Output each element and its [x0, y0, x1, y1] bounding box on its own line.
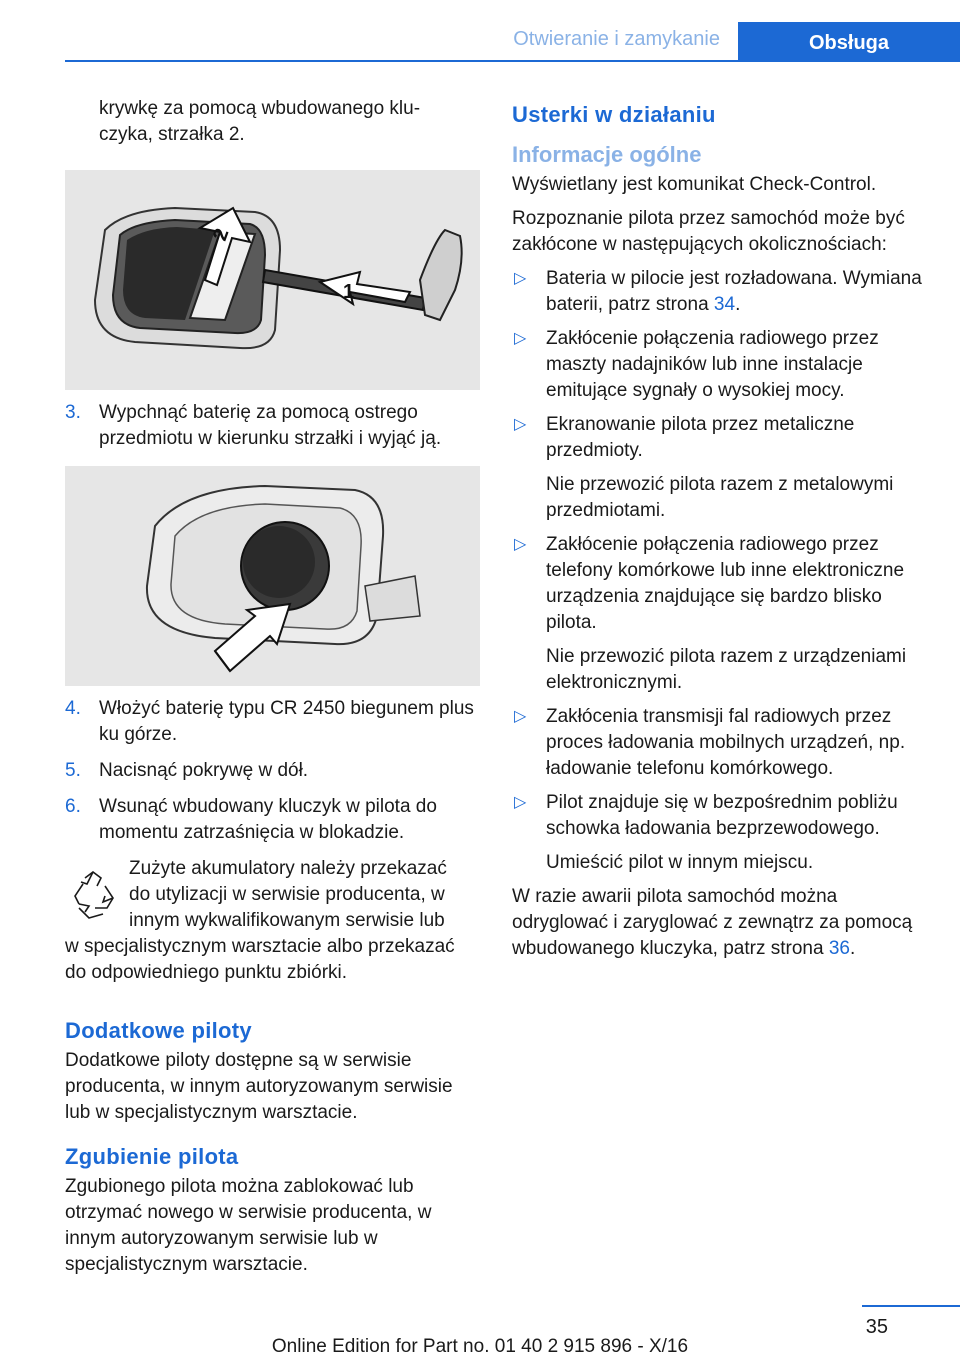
battery-removal-illustration — [65, 466, 480, 686]
arrow-1-label: 1 — [343, 281, 355, 303]
footer-edition: Online Edition for Part no. 01 40 2 915 896 - X/16 — [271, 1336, 689, 1357]
key-cover-illustration — [65, 170, 480, 390]
header-rule — [65, 60, 960, 62]
page-header — [0, 0, 960, 62]
list-item-text: Ekranowanie pilota przez metaliczne przedmioty. — [546, 414, 855, 461]
list-item — [512, 790, 930, 876]
step-text: Wypchnąć baterię za pomocą ostrego przedmiotu w kierunku strzałki i wyjąć ją. — [99, 402, 442, 449]
step-4 — [65, 696, 480, 748]
list-item-text: Pilot znajduje się w bezpośrednim pobliżu schowka ładowania bezprzewodowego. — [546, 792, 898, 839]
list-item-body — [546, 412, 930, 524]
step-number: 5. — [65, 760, 81, 781]
triangle-bullet-icon: ▷ — [514, 416, 527, 433]
step-number: 4. — [65, 698, 81, 719]
triangle-bullet-icon: ▷ — [514, 708, 527, 725]
list-item — [512, 326, 930, 404]
paragraph-recognition: Rozpoznanie pilota przez samochód może być zakłócone w następujących okolicznościach: — [512, 208, 905, 255]
intro-line-2: czyka, strzałka 2. — [99, 124, 245, 145]
step-text: Włożyć baterię typu CR 2450 biegunem plus ku górze. — [99, 698, 474, 745]
left-column — [65, 96, 480, 1286]
list-item-text: Bateria w pilocie jest rozładowana. Wymiana baterii, patrz strona 34. — [546, 268, 922, 315]
environment-note — [65, 856, 480, 986]
triangle-bullet-icon: ▷ — [514, 794, 527, 811]
list-item-advice: Nie przewozić pilota razem z urządzeniami elektronicznymi. — [546, 646, 907, 693]
paragraph-check-control: Wyświetlany jest komunikat Check-Control. — [512, 174, 877, 195]
list-item-text: Zakłócenia transmisji fal radiowych przez proces ładowania mobilnych urządzeń, np. ładowanie telefonu komórkowego. — [546, 706, 906, 779]
list-item-advice: Nie przewozić pilota razem z metalowymi przedmiotami. — [546, 474, 894, 521]
recycle-icon — [65, 868, 121, 924]
footer-rule — [862, 1305, 960, 1307]
arrow-2-label: 2 — [209, 225, 234, 244]
step-text: Wsunąć wbudowany kluczyk w pilota do momentu zatrzaśnięcia w blokadzie. — [99, 796, 437, 843]
triangle-bullet-icon: ▷ — [514, 270, 527, 287]
list-item — [512, 704, 930, 782]
list-item — [512, 266, 930, 318]
triangle-bullet-icon: ▷ — [514, 536, 527, 553]
step-5 — [65, 758, 480, 784]
figure-battery-removal — [65, 466, 480, 686]
env-note-line-2: do utylizacji w serwisie producenta, w — [129, 884, 445, 905]
triangle-bullet-icon: ▷ — [514, 330, 527, 347]
intro-text — [65, 96, 480, 148]
env-note-line-1: Zużyte akumulatory należy przekazać — [129, 858, 447, 879]
env-note-line-3: innym wykwalifikowanym serwisie lub — [129, 910, 445, 931]
heading-extra-remotes: Dodatkowe piloty — [65, 1018, 252, 1043]
lost-remote-text: Zgubionego pilota można zablokować lub otrzymać nowego w serwisie producenta, w innym autoryzowanym serwisie lub w specjalistycznym warsztacie. — [65, 1176, 432, 1275]
heading-lost-remote: Zgubienie pilota — [65, 1144, 239, 1169]
right-column — [512, 96, 930, 962]
subheading-general-info: Informacje ogólne — [512, 142, 702, 167]
step-3 — [65, 400, 480, 452]
list-item — [512, 412, 930, 524]
header-chapter-tab[interactable]: Obsługa — [738, 22, 960, 62]
page-link-34[interactable]: 34 — [713, 294, 736, 315]
paragraph-emergency: W razie awarii pilota samochód można odryglować i zaryglować z zewnątrz za pomocą wbudowanego kluczyka, patrz strona 36. — [512, 886, 913, 959]
list-item-advice: Umieścić pilot w innym miejscu. — [546, 852, 814, 873]
page-number: 35 — [865, 1316, 888, 1338]
list-item-text: Zakłócenie połączenia radiowego przez maszty nadajników lub inne instalacje emitujące sygnały o wysokiej mocy. — [546, 328, 879, 401]
list-item-body — [546, 790, 930, 876]
list-item-text: Zakłócenie połączenia radiowego przez telefony komórkowe lub inne elektroniczne urządzenia znajdujące się bardzo blisko pilota. — [546, 534, 905, 633]
heading-malfunction: Usterki w działaniu — [512, 102, 716, 127]
step-number: 6. — [65, 796, 81, 817]
figure-key-battery-cover — [65, 170, 480, 390]
header-section-title[interactable]: Otwieranie i zamykanie — [513, 28, 720, 50]
list-item — [512, 532, 930, 696]
env-note-tail: w specjalistycznym warsztacie albo przekazać do odpowiedniego punktu zbiórki. — [65, 936, 455, 983]
step-number: 3. — [65, 402, 81, 423]
extra-remotes-text: Dodatkowe piloty dostępne są w serwisie producenta, w innym autoryzowanym serwisie lub w specjalistycznym warsztacie. — [65, 1050, 453, 1123]
intro-line-1: krywkę za pomocą wbudowanego klu- — [99, 98, 421, 119]
page-link-36[interactable]: 36 — [828, 938, 850, 959]
step-text: Nacisnąć pokrywę w dół. — [99, 760, 309, 781]
list-item-body — [546, 532, 930, 696]
step-6 — [65, 794, 480, 846]
